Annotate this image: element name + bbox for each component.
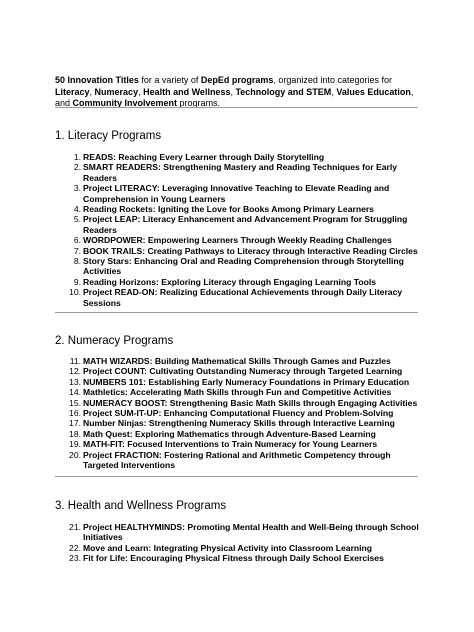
list-item-title: NUMBERS 101: Establishing Early Numeracy Foundations in Primary Education	[83, 376, 410, 387]
intro-text: , and	[55, 86, 414, 109]
section-heading-literacy: 1. Literacy Programs	[55, 130, 162, 142]
list-item-number: 16.	[69, 408, 81, 419]
list-item	[55, 366, 425, 376]
list-item-number: 19.	[69, 439, 81, 450]
list-item-title: Project HEALTHYMINDS: Promoting Mental Health and Well-Being through School Initiatives	[83, 522, 419, 543]
intro-bold-term: Values Education	[336, 86, 411, 97]
list-item-title: Move and Learn: Integrating Physical Activity into Classroom Learning	[83, 542, 373, 553]
list-item-number: 23.	[69, 553, 81, 564]
list-item	[55, 522, 425, 543]
divider	[55, 312, 418, 313]
list-item-title: Number Ninjas: Strengthening Numeracy Skills through Interactive Learning	[83, 418, 395, 429]
list-item-number: 14.	[69, 387, 81, 398]
list-item	[55, 277, 425, 287]
list-item	[55, 418, 425, 428]
list-item-title: Project SUM-IT-UP: Enhancing Computational Fluency and Problem-Solving	[83, 408, 394, 419]
list-item	[55, 356, 425, 366]
list-item-title: Story Stars: Enhancing Oral and Reading Comprehension through Storytelling Activities	[83, 256, 404, 277]
list-item	[55, 377, 425, 387]
intro-bold-term: Numeracy	[94, 86, 139, 97]
list-item-title: Project FRACTION: Fostering Rational and Arithmetic Competency through Targeted Interventions	[83, 449, 391, 471]
divider	[55, 476, 418, 477]
section-heading-health-wellness: 3. Health and Wellness Programs	[55, 500, 227, 512]
section-heading-numeracy: 2. Numeracy Programs	[55, 335, 174, 347]
list-item-title: READS: Reaching Every Learner through Daily Storytelling	[83, 152, 325, 162]
list-item-number: 21.	[69, 522, 81, 532]
list-item-title: Mathletics: Accelerating Math Skills through Fun and Competitive Activities	[83, 387, 392, 398]
list-item-number: 20.	[69, 449, 81, 460]
intro-text: programs.	[177, 98, 221, 109]
list-item	[55, 287, 425, 308]
list-item	[55, 450, 425, 471]
list-item-number: 22.	[69, 542, 81, 553]
list-item	[55, 398, 425, 408]
list-item-title: Math Quest: Exploring Mathematics through Adventure-Based Learning	[83, 428, 376, 439]
list-item	[55, 429, 425, 439]
list-item-number: 5.	[73, 214, 81, 225]
intro-bold-term: 50 Innovation Titles	[55, 75, 139, 85]
list-item-title: Fit for Life: Encouraging Physical Fitness through Daily School Exercises	[83, 553, 384, 564]
intro-bold-term: Literacy	[55, 86, 90, 97]
divider	[55, 107, 418, 108]
list-item-number: 12.	[69, 366, 81, 377]
list-item	[55, 162, 425, 183]
list-item-title: BOOK TRAILS: Creating Pathways to Literacy through Interactive Reading Circles	[83, 245, 418, 256]
intro-paragraph	[55, 75, 425, 110]
intro-text: ,	[138, 86, 144, 97]
intro-bold-term: Community Involvement	[72, 98, 178, 109]
intro-bold-term: Health and Wellness	[143, 86, 231, 97]
list-item	[55, 439, 425, 449]
list-item-title: Reading Rockets: Igniting the Love for Books Among Primary Learners	[83, 204, 374, 215]
list-item	[55, 152, 425, 162]
list-item	[55, 214, 425, 235]
list-item-title: Project LITERACY: Leveraging Innovative Teaching to Elevate Reading and Comprehension in Young Learners	[83, 183, 390, 204]
list-item-number: 2.	[73, 162, 81, 173]
literacy-list	[55, 152, 425, 308]
list-item-title: Project COUNT: Cultivating Outstanding Numeracy through Targeted Learning	[83, 366, 403, 377]
list-item-number: 15.	[69, 397, 81, 408]
list-item-title: Reading Horizons: Exploring Literacy through Engaging Learning Tools	[83, 276, 376, 287]
intro-text: , organized into categories for	[273, 75, 392, 85]
list-item-title: NUMERACY BOOST: Strengthening Basic Math Skills through Engaging Activities	[83, 397, 418, 408]
list-item	[55, 256, 425, 277]
list-item-title: WORDPOWER: Empowering Learners Through Weekly Reading Challenges	[83, 235, 392, 246]
intro-text: ,	[89, 86, 95, 97]
list-item	[55, 387, 425, 397]
list-item-number: 1.	[73, 152, 81, 162]
intro-bold-term: DepEd programs	[200, 75, 274, 85]
health-wellness-list	[55, 522, 425, 564]
list-item-title: Project READ-ON: Realizing Educational Achievements through Daily Literacy Sessions	[83, 287, 403, 308]
list-item-title: SMART READERS: Strengthening Mastery and Reading Techniques for Early Readers	[83, 162, 398, 183]
list-item-number: 9.	[73, 276, 81, 287]
list-item-title: Project LEAP: Literacy Enhancement and Advancement Program for Struggling Readers	[83, 214, 408, 235]
list-item-title: MATH WIZARDS: Building Mathematical Skills Through Games and Puzzles	[83, 356, 391, 366]
list-item-number: 17.	[69, 418, 81, 429]
list-item	[55, 235, 425, 245]
list-item-number: 6.	[73, 235, 81, 246]
list-item	[55, 204, 425, 214]
list-item-title: MATH-FIT: Focused Interventions to Train Numeracy for Young Learners	[83, 439, 378, 450]
intro-text: ,	[230, 86, 236, 97]
list-item-number: 13.	[69, 376, 81, 387]
list-item	[55, 183, 425, 204]
list-item	[55, 553, 425, 563]
intro-text: for a variety of	[138, 75, 201, 85]
list-item-number: 11.	[69, 356, 81, 366]
intro-text: ,	[331, 86, 337, 97]
list-item	[55, 408, 425, 418]
list-item	[55, 246, 425, 256]
numeracy-list	[55, 356, 425, 470]
list-item	[55, 543, 425, 553]
list-item-number: 7.	[73, 245, 81, 256]
list-item-number: 3.	[73, 183, 81, 194]
intro-bold-term: Technology and STEM	[235, 86, 332, 97]
list-item-number: 18.	[69, 428, 81, 439]
list-item-number: 8.	[73, 256, 81, 267]
list-item-number: 4.	[73, 204, 81, 215]
list-item-number: 10.	[69, 287, 81, 298]
